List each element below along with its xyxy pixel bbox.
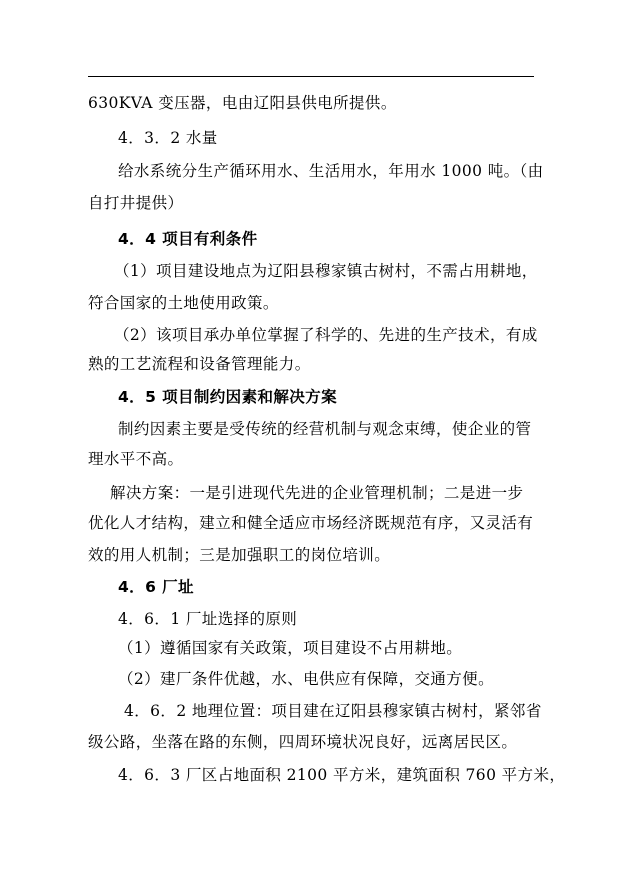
paragraph-line: （1）项目建设地点为辽阳县穆家镇古树村，不需占用耕地，: [114, 262, 538, 280]
paragraph-line: 级公路，坐落在路的东侧，四周环境状况良好，远离居民区。: [88, 733, 518, 751]
paragraph-line: 效的用人机制；三是加强职工的岗位培训。: [88, 546, 391, 564]
section-heading: 4．4 项目有利条件: [118, 230, 258, 248]
paragraph-line: 制约因素主要是受传统的经营机制与观念束缚，使企业的管: [118, 420, 532, 438]
paragraph-line: （1）遵循国家有关政策，项目建设不占用耕地。: [118, 639, 463, 657]
subsection-heading: 4．6．1 厂址选择的原则: [118, 610, 298, 628]
paragraph-line: 熟的工艺流程和设备管理能力。: [88, 355, 311, 373]
header-rule: [88, 76, 534, 77]
paragraph-line: 4．6．3 厂区占地面积 2100 平方米，建筑面积 760 平方米，: [118, 766, 566, 784]
paragraph-line: 自打井提供）: [88, 194, 184, 212]
subsection-heading: 4．3．2 水量: [118, 129, 218, 147]
paragraph-line: 理水平不高。: [88, 450, 184, 468]
paragraph-line: 解决方案：一是引进现代先进的企业管理机制；二是进一步: [110, 484, 524, 502]
paragraph-line: （2）该项目承办单位掌握了科学的、先进的生产技术，有成: [114, 326, 538, 344]
paragraph-line: 优化人才结构，建立和健全适应市场经济既规范有序，又灵活有: [88, 514, 534, 532]
section-heading: 4．5 项目制约因素和解决方案: [118, 388, 337, 406]
paragraph-line: 给水系统分生产循环用水、生活用水，年用水 1000 吨。（由: [118, 162, 544, 180]
paragraph-line: 630KVA 变压器，电由辽阳县供电所提供。: [88, 94, 397, 112]
paragraph-line: 符合国家的土地使用政策。: [88, 294, 279, 312]
paragraph-line: （2）建厂条件优越，水、电供应有保障，交通方便。: [118, 670, 494, 688]
section-heading: 4．6 厂址: [118, 578, 194, 596]
paragraph-line: 4．6．2 地理位置：项目建在辽阳县穆家镇古树村，紧邻省: [124, 702, 542, 720]
